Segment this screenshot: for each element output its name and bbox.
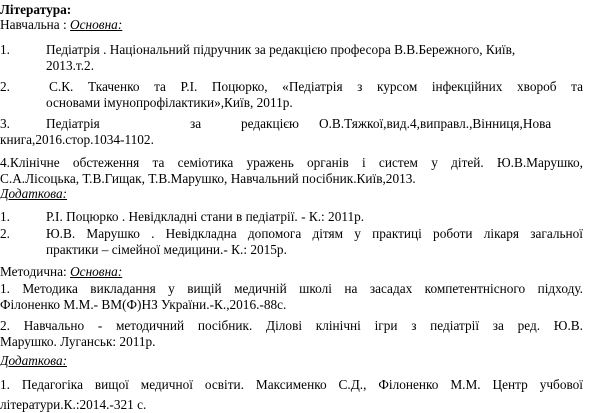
list-item-text: С.К. Ткаченко та Р.І. Поцюрко, «Педіатрія з курсом інфекційних хвороб та (49, 79, 583, 94)
methodical-item-1-cont: Філоненко М.М.- ВМ(Ф)НЗ України.-К.,2016.-88с. (0, 297, 287, 312)
methodical-additional-item-1-cont: літератури.К.:2014.-321 с. (0, 397, 147, 412)
literature-heading: Література: (0, 2, 72, 17)
list-item-text: Ю.В. Марушко . Невідкладна допомога дітям у практиці роботи лікаря загальної (46, 226, 583, 241)
list-number: 2. (0, 226, 10, 241)
list-number: 2. (0, 79, 10, 94)
item-3-word-3: редакцією (241, 116, 299, 131)
list-item-text: Педіатрія . Національний підручник за редакцією професора В.В.Бережного, Київ, (46, 42, 516, 57)
methodical-additional-item-1: 1. Педагогіка вищої медичної освіти. Максименко С.Д., Філоненко М.М. Центр учбової (0, 377, 583, 392)
basic-item-2-cont: основами імунопрофілактики»,Київ, 2011р. (46, 95, 293, 110)
methodical-prefix: Методична: (0, 264, 71, 279)
methodical-label: Основна: (70, 264, 123, 279)
methodical-item-2-cont: Марушко. Луганськ: 2011р. (0, 334, 156, 349)
basic-section-label (0, 17, 122, 32)
basic-item-4-cont: С.А.Лісоцька, Т.В.Гищак, Т.В.Марушко, Навчальний посібник.Київ,2013. (0, 171, 416, 186)
methodical-item-2: 2. Навчально - методичний посібник. Ділові клінічні ігри з педіатрії за ред. Ю.В. (0, 318, 583, 333)
item-3-word-2: за (190, 116, 202, 131)
basic-item-1-cont: 2013.т.2. (46, 58, 95, 73)
methodical-item-1: 1. Методика викладання у вищій медичній школі на засадах компетентнісного підходу. (0, 281, 583, 296)
additional-label: Додаткова: (0, 186, 68, 201)
list-item-text: Р.І. Поцюрко . Невідкладні стани в педіатрії. - К.: 2011р. (46, 209, 365, 224)
basic-item-3-cont: книга,2016.стор.1034-1102. (0, 132, 154, 147)
additional-item-2-cont: практики – сімейної медицини.- К.: 2015р. (46, 242, 287, 257)
list-number: 3. (0, 116, 10, 131)
methodical-additional-label: Додаткова: (0, 353, 68, 368)
item-3-word-1: Педіатрія (46, 116, 100, 131)
basic-item-4: 4.Клінічне обстеження та семіотика уражень органів і систем у дітей. Ю.В.Марушко, (0, 155, 583, 170)
list-number: 1. (0, 42, 10, 57)
item-3-word-4: О.В.Тяжкої,вид.4,виправл.,Вінниця,Нова (319, 116, 552, 131)
basic-label: Основна: (70, 17, 123, 32)
methodical-section-label (0, 264, 122, 279)
list-number: 1. (0, 209, 10, 224)
basic-prefix: Навчальна : (0, 17, 71, 32)
